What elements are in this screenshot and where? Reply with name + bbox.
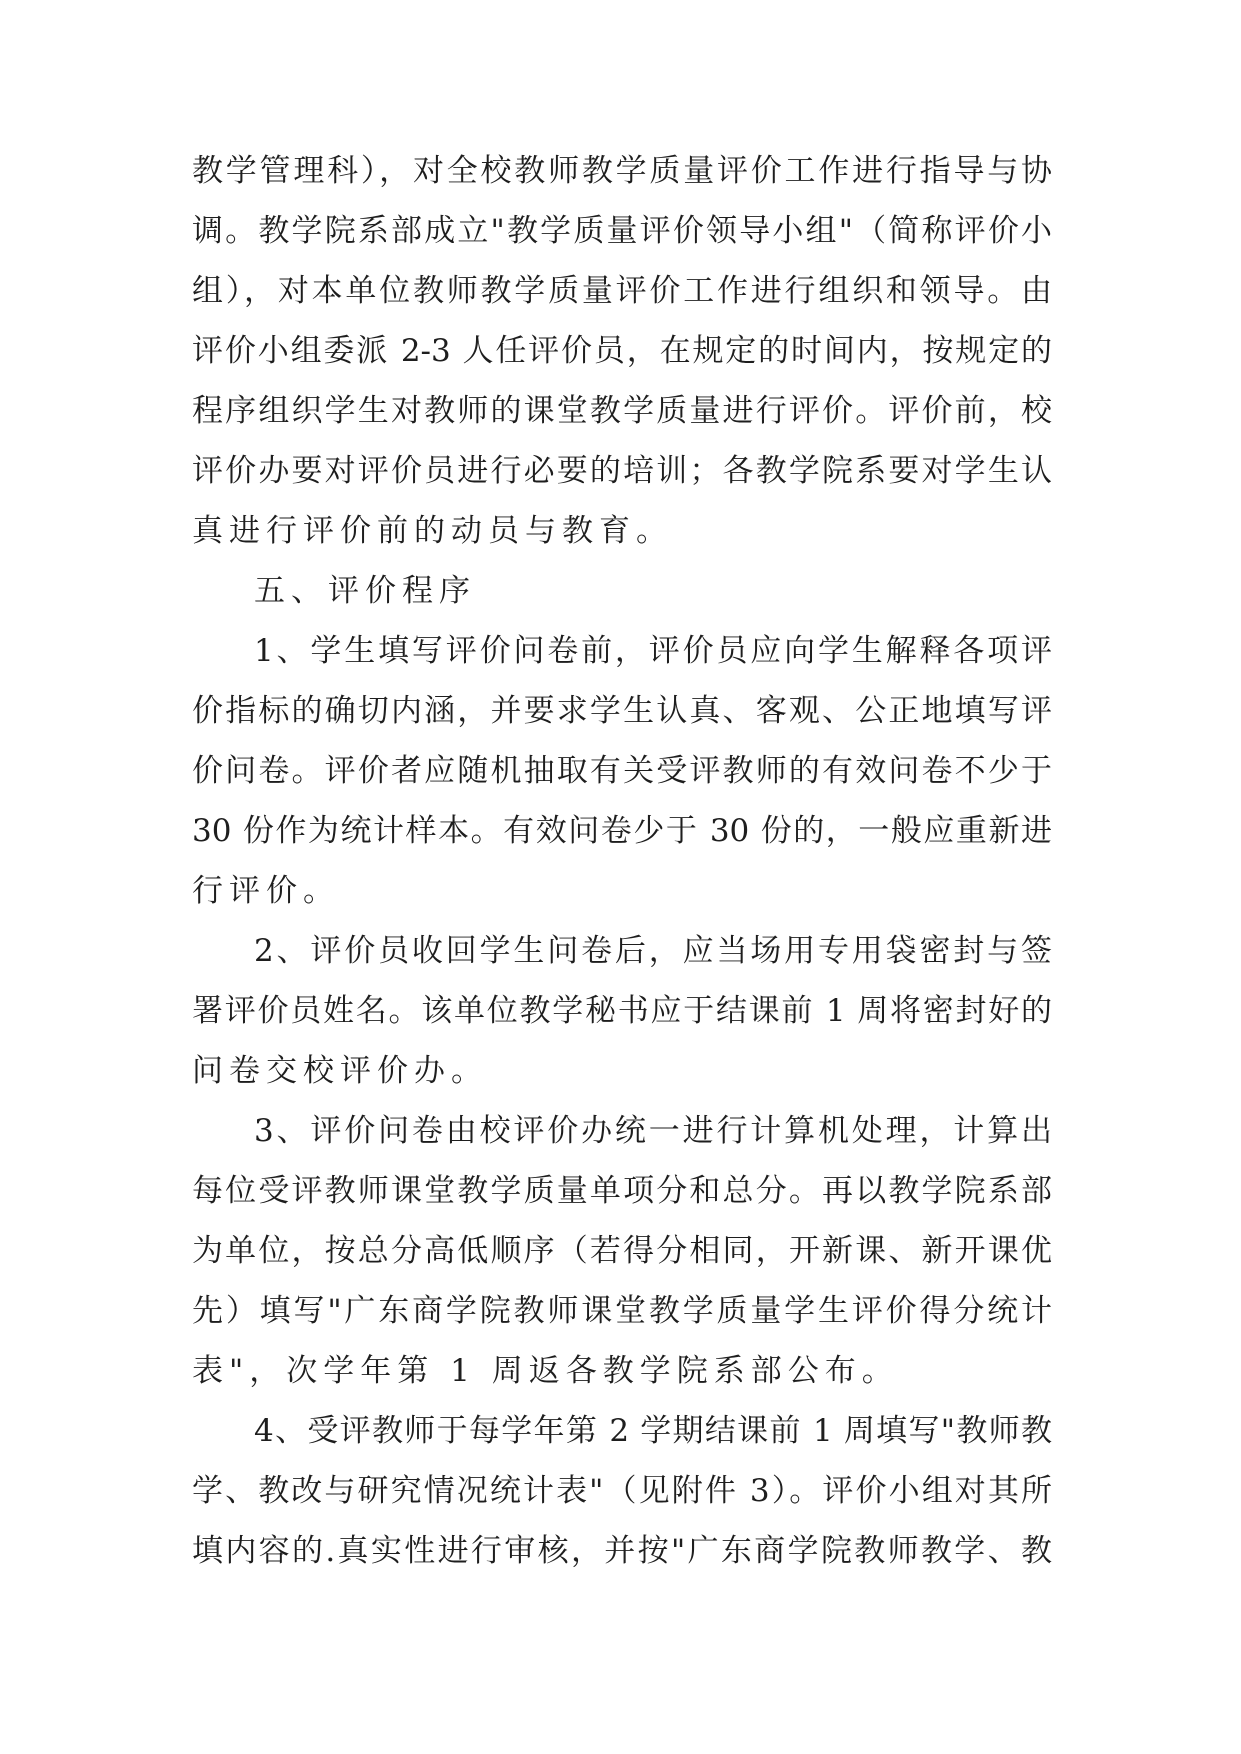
text-line: 价问卷。评价者应随机抽取有关受评教师的有效问卷不少于: [192, 753, 1052, 789]
text-line: 价指标的确切内涵，并要求学生认真、客观、公正地填写评: [192, 693, 1052, 729]
text-line: 3、评价问卷由校评价办统一进行计算机处理，计算出: [254, 1113, 1052, 1149]
text-line: 调。教学院系部成立"教学质量评价领导小组"（简称评价小: [192, 213, 1052, 249]
text-line: 表"，次学年第 1 周返各教学院系部公布。: [192, 1353, 899, 1389]
text-line: 评价办要对评价员进行必要的培训；各教学院系要对学生认: [192, 453, 1052, 489]
text-line: 2、评价员收回学生问卷后，应当场用专用袋密封与签: [254, 933, 1052, 969]
text-line: 组），对本单位教师教学质量评价工作进行组织和领导。由: [192, 273, 1052, 309]
text-line: 评价小组委派 2-3 人任评价员，在规定的时间内，按规定的: [192, 333, 1052, 369]
text-line: 30 份作为统计样本。有效问卷少于 30 份的，一般应重新进: [192, 813, 1052, 849]
text-line: 1、学生填写评价问卷前，评价员应向学生解释各项评: [254, 633, 1052, 669]
text-line: 真进行评价前的动员与教育。: [192, 513, 673, 549]
text-line: 每位受评教师课堂教学质量单项分和总分。再以教学院系部: [192, 1173, 1052, 1209]
text-line: 程序组织学生对教师的课堂教学质量进行评价。评价前，校: [192, 393, 1052, 429]
text-line: 行评价。: [192, 873, 340, 909]
section-heading: 五、评价程序: [254, 573, 476, 609]
text-line: 为单位，按总分高低顺序（若得分相同，开新课、新开课优: [192, 1233, 1052, 1269]
text-line: 4、受评教师于每学年第 2 学期结课前 1 周填写"教师教: [254, 1413, 1052, 1449]
text-line: 填内容的.真实性进行审核，并按"广东商学院教师教学、教: [192, 1533, 1052, 1569]
text-line: 教学管理科），对全校教师教学质量评价工作进行指导与协: [192, 153, 1052, 189]
text-line: 问卷交校评价办。: [192, 1053, 488, 1089]
text-line: 先）填写"广东商学院教师课堂教学质量学生评价得分统计: [192, 1293, 1052, 1329]
text-line: 学、教改与研究情况统计表"（见附件 3）。评价小组对其所: [192, 1473, 1052, 1509]
text-line: 署评价员姓名。该单位教学秘书应于结课前 1 周将密封好的: [192, 993, 1052, 1029]
